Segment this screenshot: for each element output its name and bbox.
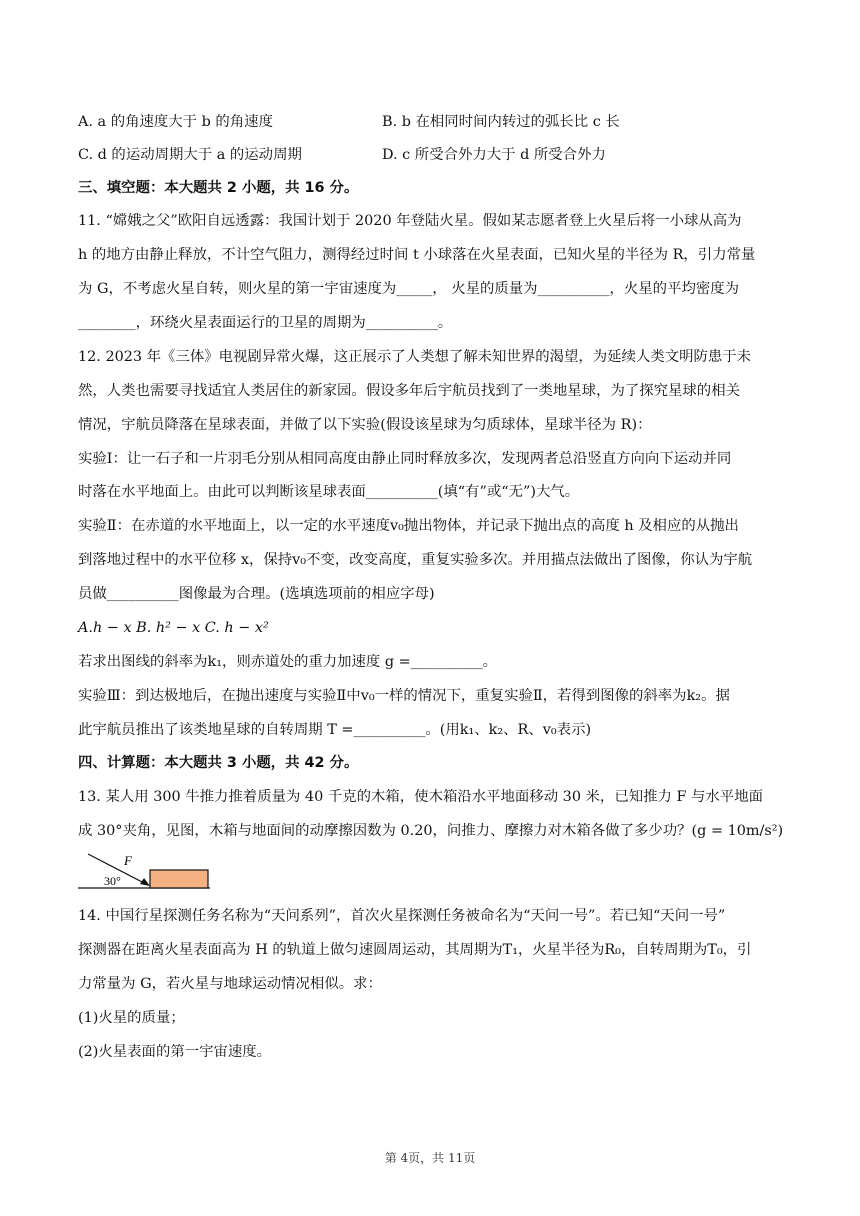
option-b: B. b 在相同时间内转过的弧长比 c 长 [382, 114, 620, 130]
question-12-line-2: 然，人类也需要寻找适宜人类居住的新家园。假设多年后宇航员找到了一类地星球，为了探究星球的相关 [78, 383, 740, 399]
question-12-line-4: 实验Ⅰ：让一石子和一片羽毛分别从相同高度由静止同时释放多次，发现两者总沿竖直方向向下运动并同 [78, 451, 732, 467]
question-11-line-4: ________，环绕火星表面运行的卫星的周期为__________。 [78, 315, 453, 331]
question-12-choices: A.h − x B. h² − x C. h − x² [78, 620, 269, 636]
question-13-line-2: 成 30°夹角，见图，木箱与地面间的动摩擦因数为 0.20，问推力、摩擦力对木箱各做了多少功？(g = 10m/s²) [78, 823, 784, 839]
option-c: C. d 的运动周期大于 a 的运动周期 [78, 147, 302, 163]
page-footer: 第 4页，共 11页 [384, 1151, 476, 1165]
question-12-line-10: 若求出图线的斜率为k₁，则赤道处的重力加速度 g =__________。 [78, 654, 498, 670]
angle-label: 30° [104, 874, 121, 888]
option-d: D. c 所受合外力大于 d 所受合外力 [382, 147, 606, 163]
force-label: F [124, 853, 132, 868]
question-12-line-7: 到落地过程中的水平位移 x，保持v₀不变，改变高度，重复实验多次。并用描点法做出了图像，你认为宇航 [78, 552, 753, 568]
question-12-line-5: 时落在水平地面上。由此可以判断该星球表面__________(填“有”或“无”)大气。 [78, 484, 580, 500]
question-14-line-2: 探测器在距离火星表面高为 H 的轨道上做匀速圆周运动，其周期为T₁，火星半径为R₀，自转周期为T₀，引 [78, 942, 752, 958]
question-14-part-1: (1)火星的质量； [78, 1010, 185, 1026]
force-arrow-head [140, 878, 150, 886]
force-diagram [78, 852, 213, 894]
section-4-heading: 四、计算题：本大题共 3 小题，共 42 分。 [78, 755, 359, 771]
question-13-line-1: 13. 某人用 300 牛推力推着质量为 40 千克的木箱，使木箱沿水平地面移动 30 米，已知推力 F 与水平地面 [78, 789, 763, 805]
question-11-line-3: 为 G，不考虑火星自转，则火星的第一宇宙速度为_____， 火星的质量为__________，火星的平均密度为 [78, 281, 740, 297]
question-12-line-1: 12. 2023 年《三体》电视剧异常火爆，这正展示了人类想了解未知世界的渴望，为延续人类文明防患于未 [78, 349, 752, 365]
question-14-line-3: 力常量为 G，若火星与地球运动情况相似。求： [78, 976, 382, 992]
wooden-box [150, 870, 208, 888]
question-12-line-8: 员做__________图像最为合理。(选填选项前的相应字母) [78, 586, 435, 602]
question-12-line-11: 实验Ⅲ：到达极地后，在抛出速度与实验Ⅱ中v₀一样的情况下，重复实验Ⅱ，若得到图像的斜率为k₂。据 [78, 688, 730, 704]
question-11-line-1: 11. “嫦娥之父”欧阳自远透露：我国计划于 2020 年登陆火星。假如某志愿者登上火星后将一小球从高为 [78, 213, 742, 229]
question-14-part-2: (2)火星表面的第一宇宙速度。 [78, 1044, 272, 1060]
option-a: A. a 的角速度大于 b 的角速度 [78, 114, 273, 130]
question-12-line-12: 此宇航员推出了该类地星球的自转周期 T =__________。(用k₁、k₂、R、v₀表示) [78, 722, 592, 738]
section-3-heading: 三、填空题：本大题共 2 小题，共 16 分。 [78, 180, 359, 196]
question-11-line-2: h 的地方由静止释放，不计空气阻力，测得经过时间 t 小球落在火星表面，已知火星的半径为 R，引力常量 [78, 247, 756, 263]
question-12-line-3: 情况，宇航员降落在星球表面，并做了以下实验(假设该星球为匀质球体，星球半径为 R)： [78, 417, 652, 433]
question-12-line-6: 实验Ⅱ：在赤道的水平地面上，以一定的水平速度v₀抛出物体，并记录下抛出点的高度 h 及相应的从抛出 [78, 518, 739, 534]
question-14-line-1: 14. 中国行星探测任务名称为“天问系列”，首次火星探测任务被命名为“天问一号”。若已知“天问一号” [78, 908, 726, 924]
